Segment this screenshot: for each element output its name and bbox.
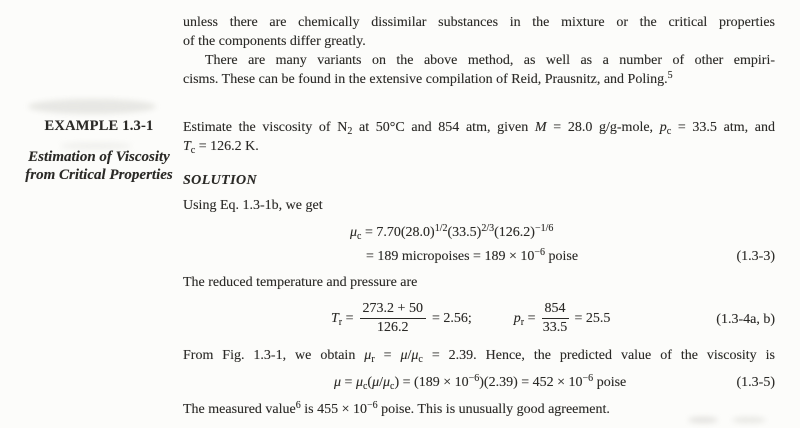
from-fig-line bbox=[183, 346, 775, 365]
fraction-denominator: 33.5 bbox=[542, 320, 568, 335]
text-segment: From Fig. 1.3-1, we obtain bbox=[183, 348, 365, 363]
equation-number-1-3-3: (1.3-3) bbox=[736, 249, 775, 264]
text-segment: r bbox=[520, 317, 525, 328]
text-segment: = bbox=[524, 311, 536, 326]
text-segment: is 455 × 10 bbox=[300, 402, 367, 417]
text-segment: = bbox=[341, 375, 356, 390]
measured-value-line bbox=[183, 400, 775, 419]
text-segment: M bbox=[534, 120, 547, 135]
text-segment: r bbox=[338, 317, 343, 328]
text-segment: at 50°C and 854 atm, given bbox=[352, 120, 535, 135]
intro-line-4 bbox=[183, 70, 775, 89]
text-segment: 6 bbox=[295, 400, 301, 411]
text-segment: μ bbox=[411, 348, 419, 363]
reduced-line: The reduced temperature and pressure are bbox=[183, 275, 418, 290]
text-segment: = 7.70(28.0) bbox=[361, 225, 435, 240]
text-segment: poise bbox=[593, 375, 627, 390]
t-r-rhs: = 2.56; bbox=[431, 311, 472, 326]
problem-line-1 bbox=[183, 118, 775, 137]
equation-number-1-3-5: (1.3-5) bbox=[736, 375, 775, 390]
intro-line-1: unless there are chemically dissimilar substances in the mixture or the critical properties bbox=[183, 15, 775, 30]
intro-line-3: There are many variants on the above method, as well as a number of other empiri- bbox=[205, 53, 775, 68]
text-segment: 5 bbox=[667, 70, 673, 81]
text-segment: c bbox=[666, 126, 672, 137]
text-segment: c bbox=[357, 231, 362, 242]
text-segment: μ bbox=[355, 375, 363, 390]
text-segment: c bbox=[390, 381, 395, 392]
solution-using-line: Using Eq. 1.3-1b, we get bbox=[183, 198, 323, 213]
text-segment: = 2.39. Hence, the predicted value of the viscosity is bbox=[422, 348, 775, 363]
example-title-line-2: from Critical Properties bbox=[25, 167, 173, 183]
text-segment: = 28.0 g/g-mole, bbox=[546, 120, 660, 135]
fraction-denominator: 126.2 bbox=[377, 320, 409, 335]
text-segment: 2/3 bbox=[481, 223, 495, 234]
text-segment: / bbox=[379, 375, 384, 390]
fraction-numerator: 273.2 + 50 bbox=[360, 301, 426, 319]
text-segment: Estimate the viscosity of N bbox=[183, 120, 348, 135]
example-label: EXAMPLE 1.3-1 bbox=[44, 118, 154, 134]
equation-number-1-3-4: (1.3-4a, b) bbox=[716, 312, 775, 327]
text-segment: 2 bbox=[347, 126, 353, 137]
text-segment: −6 bbox=[468, 373, 480, 384]
fraction-numerator: 854 bbox=[542, 301, 569, 319]
text-segment: μ bbox=[364, 348, 372, 363]
text-segment: The measured value bbox=[183, 402, 296, 417]
text-segment: μ bbox=[334, 375, 342, 390]
text-segment: 1/2 bbox=[434, 223, 448, 234]
scan-smudge bbox=[28, 99, 156, 114]
text-segment: ) = (189 × 10 bbox=[394, 375, 469, 390]
problem-line-2 bbox=[183, 137, 775, 156]
text-segment: c bbox=[190, 145, 196, 156]
text-segment: p bbox=[513, 311, 521, 326]
text-segment: (126.2) bbox=[494, 225, 535, 240]
text-segment: = 126.2 K. bbox=[195, 139, 259, 154]
text-segment: poise bbox=[544, 249, 579, 264]
example-title-line-1: Estimation of Viscosity bbox=[28, 149, 170, 165]
text-segment: μ bbox=[372, 375, 380, 390]
example-sidebar bbox=[8, 117, 190, 184]
text-segment: poise. This is unusually good agreement. bbox=[377, 402, 610, 417]
text-segment: cisms. These can be found in the extensive compilation of Reid, Prausnitz, and Poling. bbox=[183, 72, 668, 87]
text-segment: μ bbox=[350, 225, 358, 240]
text-segment: T bbox=[331, 311, 339, 326]
text-segment: c bbox=[362, 381, 368, 392]
p-r-rhs: = 25.5 bbox=[574, 311, 611, 326]
intro-line-2: of the components differ greatly. bbox=[183, 34, 366, 49]
text-segment: = 189 micropoises = 189 × 10 bbox=[366, 249, 535, 264]
text-segment: (33.5) bbox=[447, 225, 482, 240]
text-segment: r bbox=[371, 354, 375, 365]
text-segment: ( bbox=[367, 375, 373, 390]
text-segment: = bbox=[342, 311, 354, 326]
solution-heading: SOLUTION bbox=[183, 173, 257, 188]
text-segment: c bbox=[418, 354, 423, 365]
text-segment: )(2.39) = 452 × 10 bbox=[479, 375, 583, 390]
text-segment: −6 bbox=[534, 247, 545, 258]
text-segment: p bbox=[659, 120, 667, 135]
text-segment: −6 bbox=[582, 373, 594, 384]
text-segment: T bbox=[183, 139, 191, 154]
text-segment: μ bbox=[383, 375, 391, 390]
example-title bbox=[8, 148, 190, 184]
text-segment: / bbox=[407, 348, 412, 363]
text-segment: μ bbox=[400, 348, 408, 363]
text-segment: −1/6 bbox=[534, 223, 554, 234]
text-segment: = bbox=[374, 348, 401, 363]
text-segment: = 33.5 atm, and bbox=[671, 120, 775, 135]
text-segment: −6 bbox=[366, 400, 378, 411]
equation-1-3-3-line-1 bbox=[350, 223, 553, 242]
